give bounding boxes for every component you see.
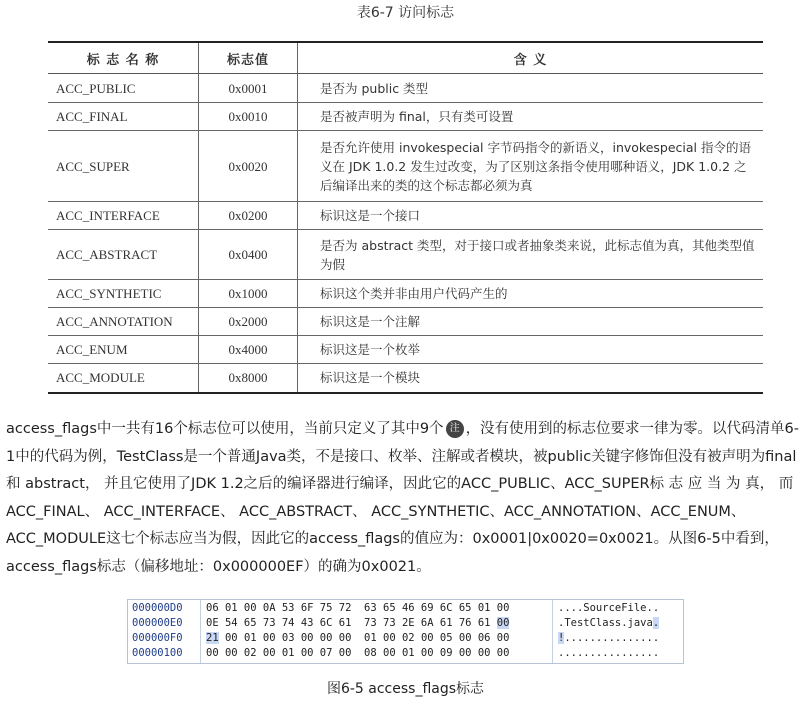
body-paragraph — [6, 416, 806, 581]
hex-bytes-text: 00 00 02 00 01 00 07 00 08 00 01 00 09 00 00 00 — [206, 647, 510, 659]
flag-name: ACC_ENUM — [48, 336, 199, 364]
table-row — [48, 280, 763, 308]
table-row — [48, 308, 763, 336]
table-row — [48, 336, 763, 364]
hex-ascii-text: ....SourceFile.. — [558, 602, 660, 614]
hex-bytes-text: 0E 54 65 73 74 43 6C 61 73 73 2E 6A 61 76 61 — [206, 617, 497, 629]
hex-row — [128, 601, 681, 616]
flag-meaning: 标识这是一个注解 — [298, 308, 764, 336]
table-row — [48, 230, 763, 280]
hex-ascii-text: .TestClass.java — [558, 617, 653, 629]
flag-name: ACC_SYNTHETIC — [48, 280, 199, 308]
figure-caption: 图6-5 access_flags标志 — [326, 681, 485, 697]
hex-byte-highlight: 21 — [206, 632, 219, 644]
hex-ascii-highlight: . — [652, 617, 660, 629]
hex-ascii — [558, 646, 678, 661]
note-icon[interactable]: 注 — [446, 420, 464, 438]
flag-name: ACC_PUBLIC — [48, 74, 199, 103]
table-caption: 表6-7 访问标志 — [356, 5, 455, 21]
flag-meaning: 标识这是一个模块 — [298, 364, 764, 393]
flag-name: ACC_FINAL — [48, 103, 199, 131]
hex-row — [128, 631, 681, 646]
flag-value: 0x0200 — [199, 202, 298, 230]
flag-value: 0x0400 — [199, 230, 298, 280]
hex-dump-figure — [127, 599, 684, 664]
table-row — [48, 202, 763, 230]
table-row — [48, 131, 763, 202]
table-row — [48, 74, 763, 103]
flag-name: ACC_MODULE — [48, 364, 199, 393]
access-flags-table — [48, 41, 763, 394]
table-header-row — [48, 42, 763, 74]
flag-meaning: 标识这是一个枚举 — [298, 336, 764, 364]
hex-bytes-text: 06 01 00 0A 53 6F 75 72 63 65 46 69 6C 65 01 00 — [206, 602, 510, 614]
flag-value: 0x0020 — [199, 131, 298, 202]
hex-ascii-text: ................ — [558, 647, 660, 659]
hex-ascii-highlight: ! — [558, 632, 565, 644]
flag-value: 0x0010 — [199, 103, 298, 131]
hex-bytes — [206, 601, 561, 616]
hex-bytes — [206, 631, 561, 646]
flag-name: ACC_SUPER — [48, 131, 199, 202]
header-flag-value: 标志值 — [199, 42, 298, 74]
hex-address: 000000E0 — [132, 617, 183, 629]
hex-bytes — [206, 646, 561, 661]
hex-byte-highlight: 00 — [496, 617, 510, 629]
header-flag-name: 标 志 名 称 — [48, 42, 199, 74]
flag-meaning: 是否允许使用 invokespecial 字节码指令的新语义，invokespecial 指令的语义在 JDK 1.0.2 发生过改变，为了区别这条指令使用哪种语义，JDK 1.0.2 之后编译出来的类的这个标志都必须为真 — [298, 131, 764, 202]
hex-row — [128, 616, 681, 631]
paragraph-text: ，没有使用到的标志位要求一律为零。以代码清单6-1中的代码为例，TestClass是一个普通Java类，不是接口、枚举、注解或者模块，被public关键字修饰但没有被声明为final和 abstract， 并且它使用了JDK 1.2之后的编译器进行编译，因此它的ACC_PUBLIC、ACC_SUPER标 志 应 当 为 真， 而 ACC_FINAL、 ACC_INTERFACE、 ACC_ABSTRACT、 ACC_SYNTHETIC、ACC_ANNOTATION、ACC_ENUM、ACC_MODULE这七个标志应当为假，因此它的access_flags的值应为：0x0001|0x0020=0x0021。从图6-5中看到，access_flags标志（偏移地址：0x000000EF）的确为0x0021。 — [6, 421, 800, 575]
flag-value: 0x1000 — [199, 280, 298, 308]
flag-name: ACC_ANNOTATION — [48, 308, 199, 336]
hex-address: 000000F0 — [132, 632, 183, 644]
flag-meaning: 标识这是一个接口 — [298, 202, 764, 230]
flag-meaning: 是否为 public 类型 — [298, 74, 764, 103]
flag-meaning: 标识这个类并非由用户代码产生的 — [298, 280, 764, 308]
flag-name: ACC_INTERFACE — [48, 202, 199, 230]
table-row — [48, 364, 763, 393]
hex-ascii-text: ............... — [564, 632, 660, 644]
flag-value: 0x4000 — [199, 336, 298, 364]
hex-row — [128, 646, 681, 661]
hex-ascii — [558, 601, 678, 616]
hex-address: 000000D0 — [132, 602, 183, 614]
table-row — [48, 103, 763, 131]
hex-ascii — [558, 616, 678, 631]
header-meaning: 含 义 — [298, 42, 764, 74]
flag-meaning: 是否为 abstract 类型，对于接口或者抽象类来说，此标志值为真，其他类型值为假 — [298, 230, 764, 280]
flag-value: 0x0001 — [199, 74, 298, 103]
flag-name: ACC_ABSTRACT — [48, 230, 199, 280]
hex-ascii — [558, 631, 678, 646]
paragraph-text: access_flags中一共有16个标志位可以使用，当前只定义了其中9个 — [6, 421, 444, 437]
hex-address: 00000100 — [132, 647, 183, 659]
flag-meaning: 是否被声明为 final，只有类可设置 — [298, 103, 764, 131]
hex-bytes — [206, 616, 561, 631]
flag-value: 0x2000 — [199, 308, 298, 336]
flag-value: 0x8000 — [199, 364, 298, 393]
hex-bytes-text: 00 01 00 03 00 00 00 01 00 02 00 05 00 06 00 — [218, 632, 510, 644]
